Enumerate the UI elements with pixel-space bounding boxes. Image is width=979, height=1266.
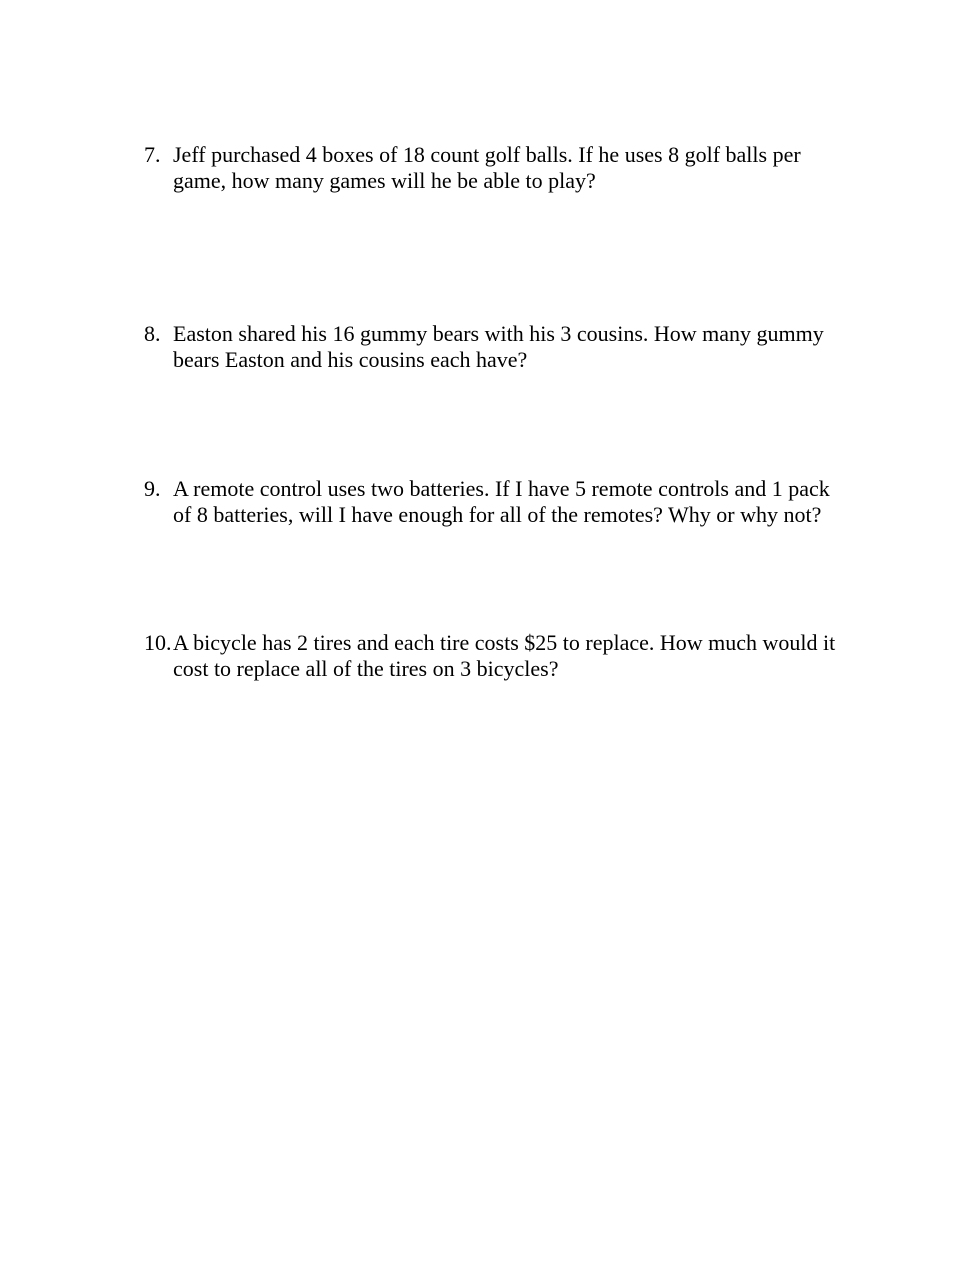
problem-number: 8. [144,321,161,346]
problem-text [173,476,864,528]
problem-9 [144,476,864,528]
problem-7 [144,142,864,194]
problem-number: 10. [144,630,172,655]
problem-line: A bicycle has 2 tires and each tire costs $25 to replace. How much would it [173,630,836,655]
problem-number: 7. [144,142,161,167]
problem-line: bears Easton and his cousins each have? [173,347,528,372]
problem-8 [144,321,864,373]
problem-text [173,630,864,682]
problem-line: game, how many games will he be able to play? [173,168,596,193]
problem-line: Jeff purchased 4 boxes of 18 count golf balls. If he uses 8 golf balls per [173,142,801,167]
problem-line: Easton shared his 16 gummy bears with his 3 cousins. How many gummy [173,321,824,346]
problem-line: A remote control uses two batteries. If I have 5 remote controls and 1 pack [173,476,830,501]
problem-number: 9. [144,476,161,501]
problem-10 [144,630,864,682]
problem-line: cost to replace all of the tires on 3 bicycles? [173,656,559,681]
problem-text [173,321,864,373]
problem-line: of 8 batteries, will I have enough for all of the remotes? Why or why not? [173,502,822,527]
problem-text [173,142,864,194]
